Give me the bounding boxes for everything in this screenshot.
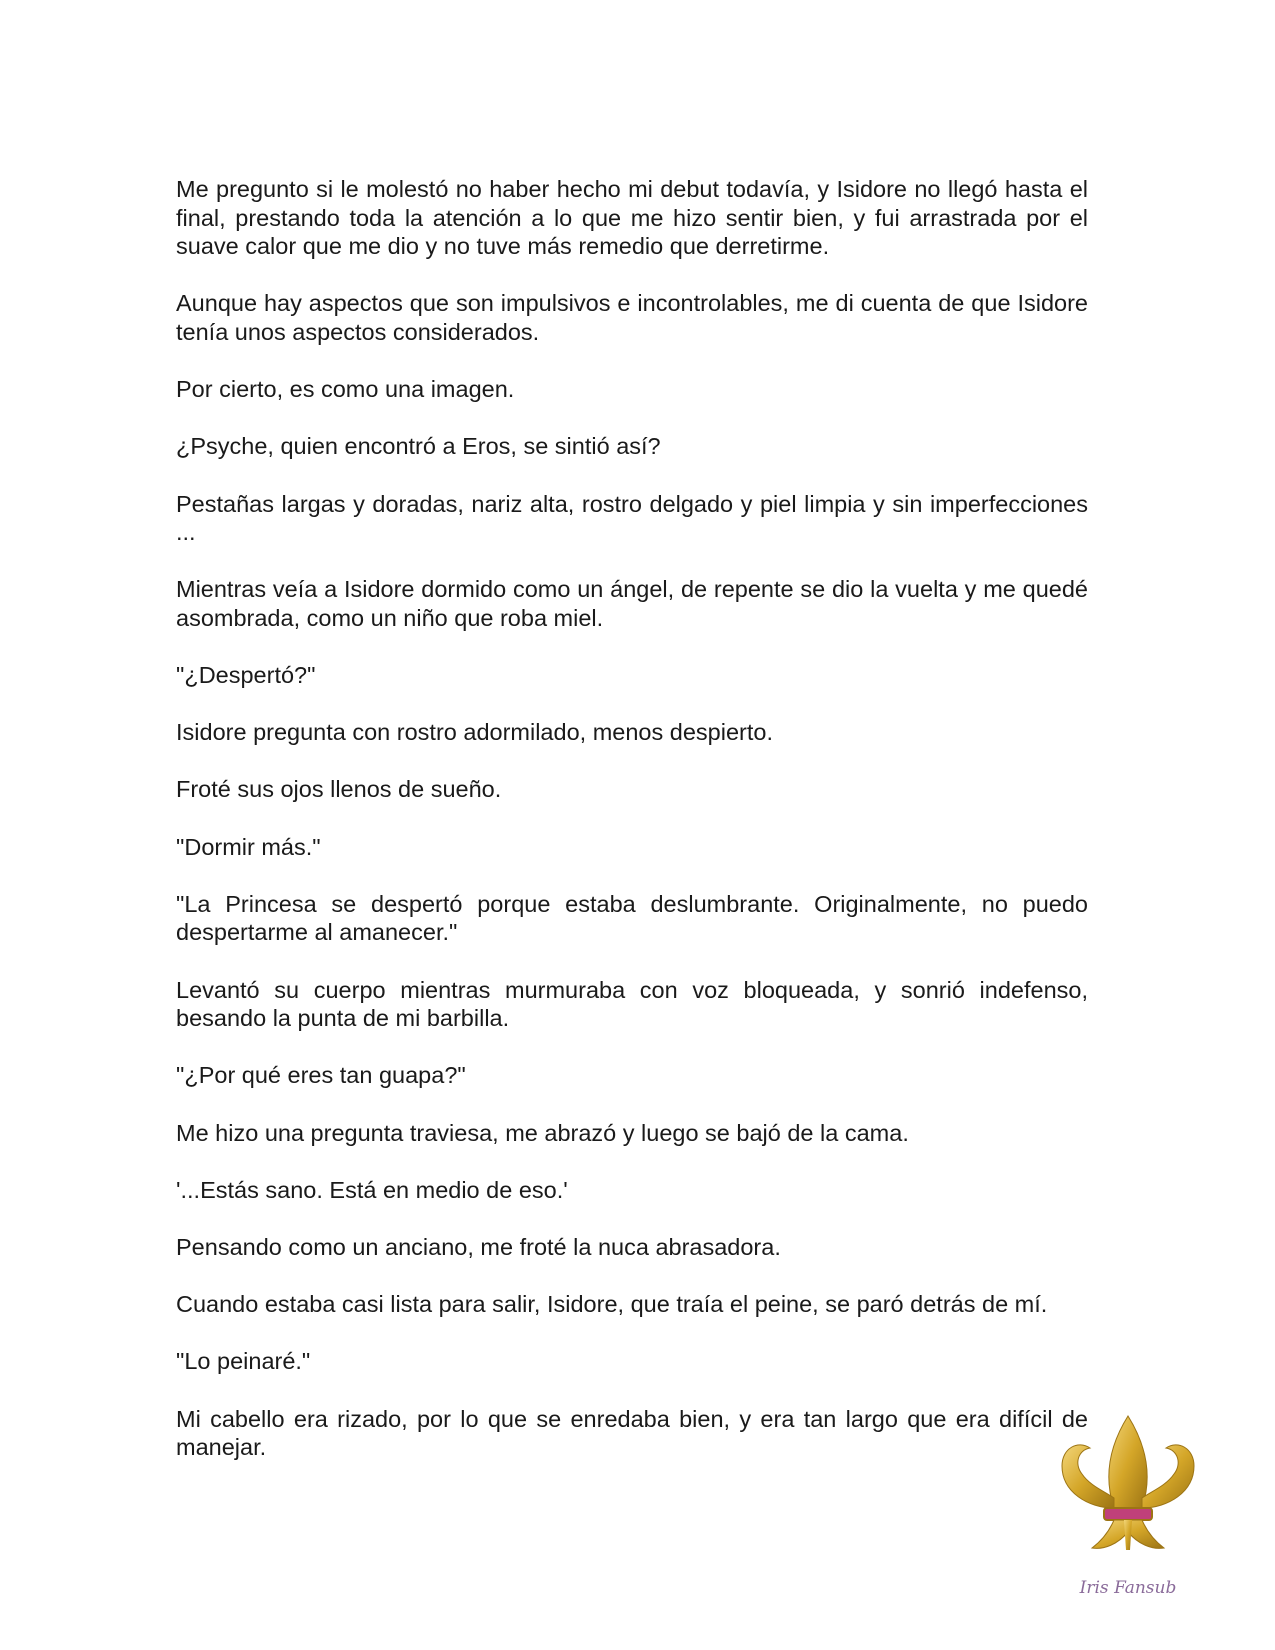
body-text (176, 175, 1088, 1490)
paragraph: "¿Despertó?" (176, 662, 316, 689)
paragraph: Me hizo una pregunta traviesa, me abrazó y luego se bajó de la cama. (176, 1119, 909, 1146)
fansub-watermark (1048, 1408, 1208, 1608)
paragraph: Mi cabello era rizado, por lo que se enredaba bien, y era tan largo que era difícil de manejar. (176, 1405, 1088, 1461)
fleur-de-lis-icon (1048, 1408, 1208, 1608)
paragraph: ¿Psyche, quien encontró a Eros, se sintió así? (176, 433, 661, 460)
paragraph: Froté sus ojos llenos de sueño. (176, 776, 502, 803)
paragraph: Aunque hay aspectos que son impulsivos e incontrolables, me di cuenta de que Isidore tenía unos aspectos considerados. (176, 290, 1088, 345)
paragraph: "Lo peinaré." (176, 1348, 311, 1375)
paragraph: "¿Por qué eres tan guapa?" (176, 1062, 466, 1089)
paragraph: Me pregunto si le molestó no haber hecho mi debut todavía, y Isidore no llegó hasta el final, prestando toda la atención a lo que me hizo sentir bien, y fui arrastrada por el suave calor que me dio y no tuve más remedio que derretirme. (176, 176, 1088, 260)
paragraph: Pensando como un anciano, me froté la nuca abrasadora. (176, 1233, 781, 1260)
paragraph: Pestañas largas y doradas, nariz alta, rostro delgado y piel limpia y sin imperfecciones ... (176, 490, 1088, 546)
paragraph: Levantó su cuerpo mientras murmuraba con voz bloqueada, y sonrió indefenso, besando la punta de mi barbilla. (176, 976, 1088, 1032)
paragraph: "Dormir más." (176, 833, 321, 860)
watermark-signature: Iris Fansub (1079, 1578, 1177, 1598)
paragraph: "La Princesa se despertó porque estaba deslumbrante. Originalmente, no puedo despertarme al amanecer." (176, 890, 1088, 946)
paragraph: Por cierto, es como una imagen. (176, 376, 515, 403)
paragraph: Isidore pregunta con rostro adormilado, menos despierto. (176, 719, 773, 746)
paragraph: Mientras veía a Isidore dormido como un ángel, de repente se dio la vuelta y me quedé asombrada, como un niño que roba miel. (176, 576, 1088, 631)
paragraph: Cuando estaba casi lista para salir, Isidore, que traía el peine, se paró detrás de mí. (176, 1291, 1048, 1318)
paragraph: '...Estás sano. Está en medio de eso.' (176, 1176, 568, 1203)
